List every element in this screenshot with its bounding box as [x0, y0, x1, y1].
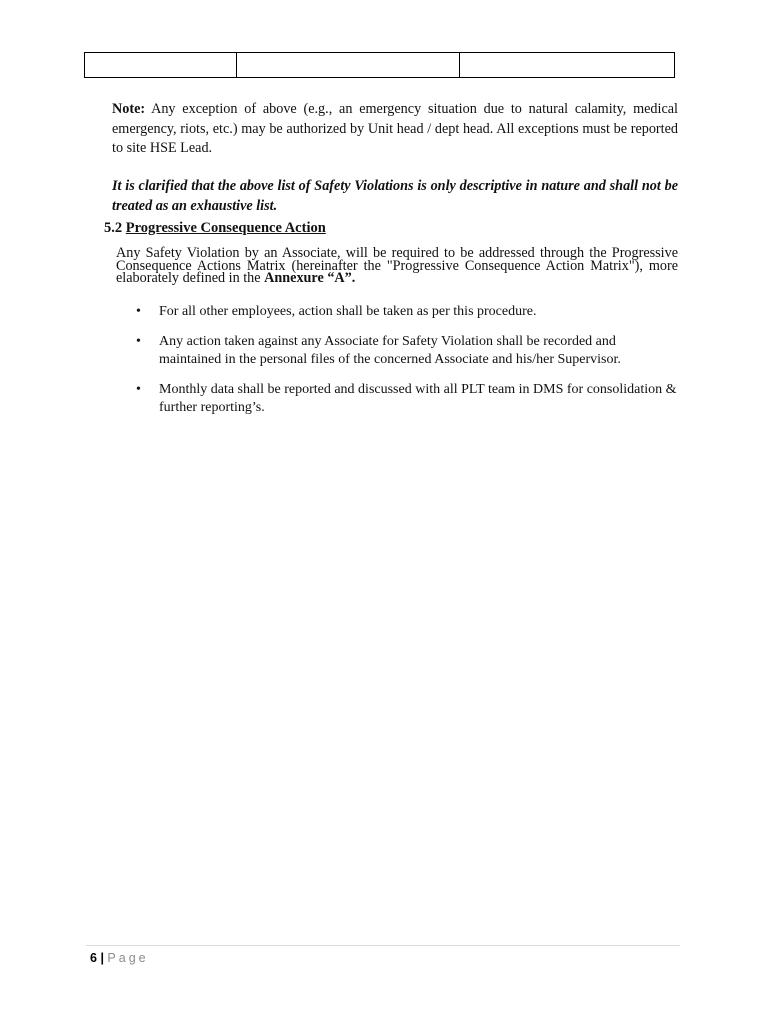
bullet-list [116, 303, 678, 418]
page-number: 6 [90, 951, 97, 965]
list-item-text: For all other employees, action shall be taken as per this procedure. [159, 304, 537, 319]
section-title: Progressive Consequence Action [125, 220, 326, 236]
table-cell-empty [237, 53, 460, 78]
table-cell-empty [460, 53, 675, 78]
note-label: Note: [112, 101, 146, 117]
page-label: Page [107, 951, 149, 965]
table-row [85, 53, 675, 78]
table-bottom-row [84, 52, 675, 78]
list-item-text: Any action taken against any Associate for Safety Violation shall be recorded and maintained in the personal files of the concerned Associate and his/her Supervisor. [159, 333, 621, 367]
page-footer [90, 950, 149, 966]
intro-text: Any Safety Violation by an Associate, will be required to be addressed through the Progressive Consequence Actions Matrix (hereinafter the "Progressive Consequence Action Matrix"), more elaborately defined in the [116, 245, 678, 287]
bullet-icon: • [136, 381, 141, 397]
footer-divider [86, 945, 680, 946]
bullet-icon: • [136, 304, 141, 319]
bullet-icon: • [136, 333, 141, 349]
list-item [116, 303, 678, 322]
list-item-text: Monthly data shall be reported and discussed with all PLT team in DMS for consolidation & further reporting’s. [159, 381, 677, 415]
note-text: Any exception of above (e.g., an emergency situation due to natural calamity, medical emergency, riots, etc.) may be authorized by Unit head / dept head. All exceptions must be reported to site HSE Lead. [112, 101, 678, 156]
table-cell-empty [85, 53, 237, 78]
list-item [116, 333, 678, 370]
section-intro-paragraph [116, 247, 678, 285]
section-heading [104, 219, 326, 238]
list-item [116, 381, 678, 418]
annexure-reference: Annexure “A”. [264, 270, 356, 287]
section-number: 5.2 [104, 220, 123, 236]
clarification-paragraph: It is clarified that the above list of Safety Violations is only descriptive in nature and shall not be treated as an exhaustive list. [112, 178, 678, 214]
footer-separator: | [100, 951, 104, 965]
note-paragraph [112, 100, 678, 159]
